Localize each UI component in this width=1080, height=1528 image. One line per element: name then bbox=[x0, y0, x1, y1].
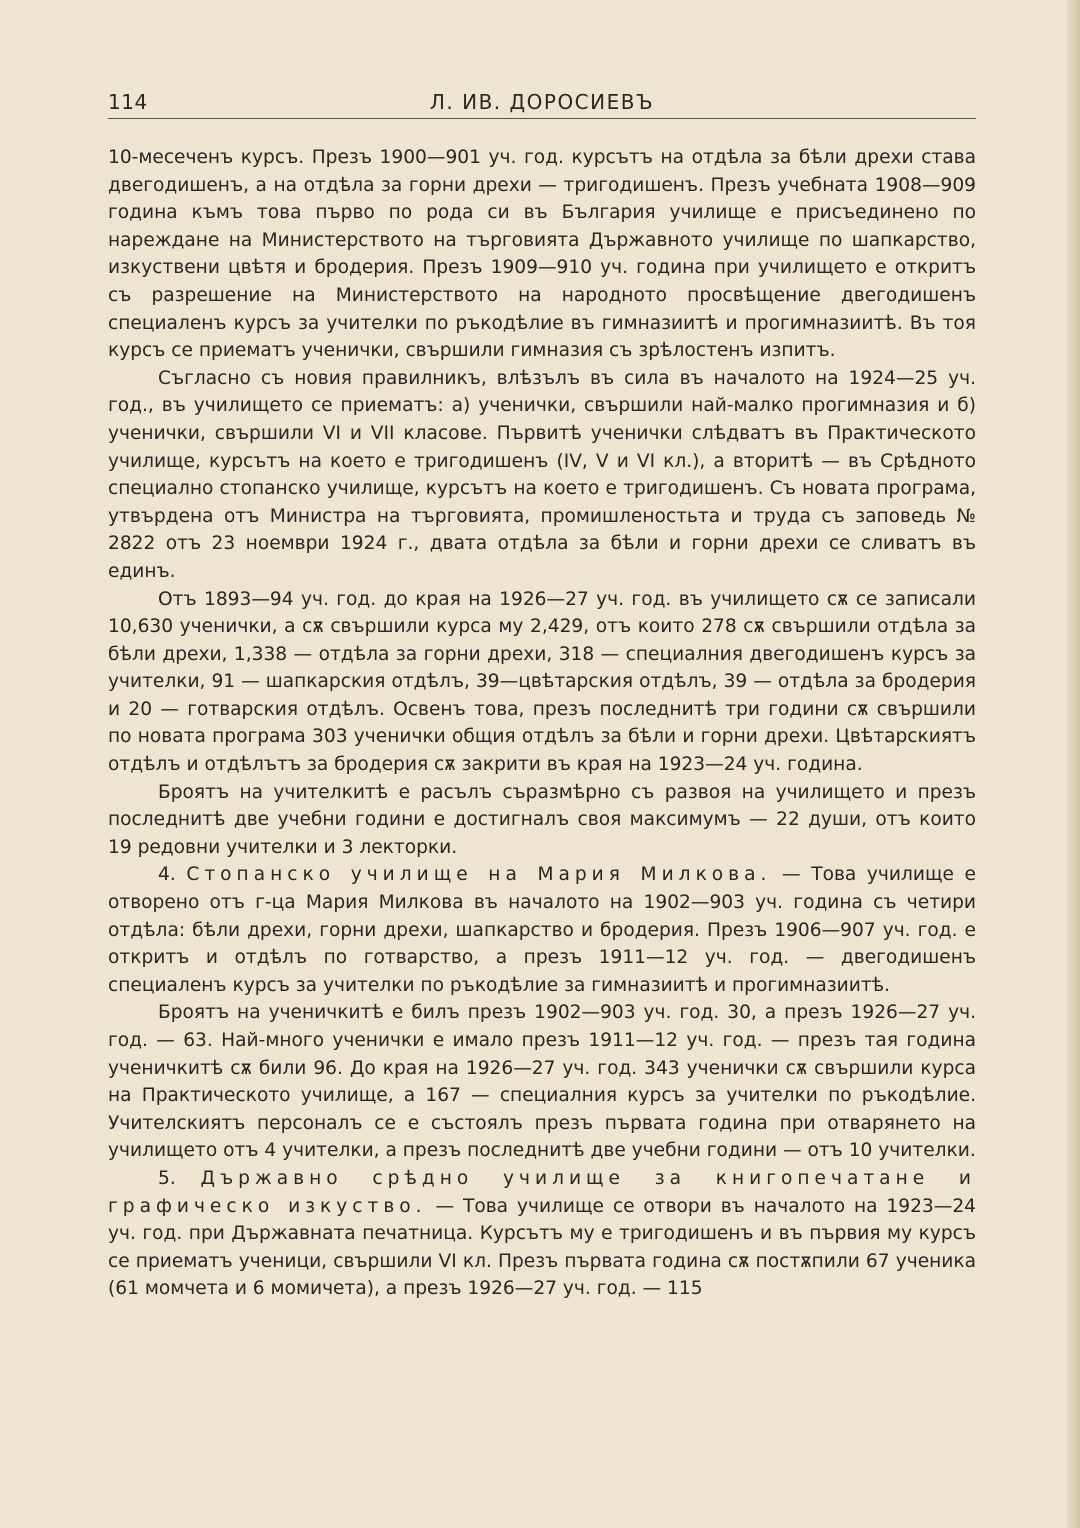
body-text bbox=[108, 144, 976, 1303]
section-5-text: — Това училище се отвори въ началото на 1923—24 уч. год. при Държавната печатница. Курсътъ му е тригодишенъ и въ първия му курсъ се приематъ ученици, свършили VI кл. Презъ първата година сѫ постѫпили 67 ученика (61 момчета и 6 момичета), а презъ 1926—27 уч. год. — 115 bbox=[108, 1195, 976, 1300]
paragraph-3: Отъ 1893—94 уч. год. до края на 1926—27 уч. год. въ училището сѫ се записали 10,630 ученички, а сѫ свършили курса му 2,429, отъ които 278 сѫ свършили отдѣла за бѣли дрехи, 1,338 — отдѣла за горни дрехи, 318 — специалния двегодишенъ курсъ за учителки, 91 — шапкарския отдѣлъ, 39—цвѣтарския отдѣлъ, 39 — отдѣла за бродерия и 20 — готварския отдѣлъ. Освенъ това, презъ последнитѣ три години сѫ свършили по новата програма 303 ученички общия отдѣлъ за бѣли и горни дрехи. Цвѣтарскиятъ отдѣлъ и отдѣлътъ за бродерия сѫ закрити въ края на 1923—24 уч. година. bbox=[108, 588, 976, 776]
paragraph-4: Броятъ на учителкитѣ е расълъ съразмѣрно съ развоя на училището и презъ последнитѣ две учебни години е достигналъ своя максимумъ — 22 души, отъ които 19 редовни учителки и 3 лекторки. bbox=[108, 781, 976, 858]
paragraph-7-section-5 bbox=[108, 1165, 976, 1303]
running-title: Л. ИВ. ДОРОСИЕВЪ bbox=[429, 90, 655, 114]
paragraph-1: 10-месеченъ курсъ. Презъ 1900—901 уч. год. курсътъ на отдѣла за бѣли дрехи става двегодишенъ, а на отдѣла за горни дрехи — тригодишенъ. Презъ учебната 1908—909 година къмъ това първо по рода си въ България училище е присъединено по нареждане на Министерството на търговията Държавното училище по шапкарство, изкуствени цвѣтя и бродерия. Презъ 1909—910 уч. година при училището е откритъ съ разрешение на Министерството на народното просвѣщение двегодишенъ специаленъ курсъ за учителки по ръкодѣлие въ гимназиитѣ и прогимназиитѣ. Въ тоя курсъ се приематъ ученички, свършили гимназия съ зрѣлостенъ изпитъ. bbox=[108, 147, 976, 362]
section-4-heading: Стопанско училище на Мария Милкова. bbox=[186, 864, 772, 886]
page-edge bbox=[1066, 0, 1080, 1528]
section-4-number: 4. bbox=[158, 864, 176, 886]
paragraph-2: Съгласно съ новия правилникъ, влѣзълъ въ сила въ началото на 1924—25 уч. год., въ училището се приематъ: а) ученички, свършили най-малко прогимназия и б) ученички, свършили VI и VII класове. Първитѣ ученички слѣдватъ въ Практическото училище, курсътъ на което е тригодишенъ (IV, V и VI кл.), а втoритѣ — въ Срѣдното специално стопанско училище, курсътъ на което е тригодишенъ. Съ новата програма, утвърдена отъ Министра на търговията, промишленостьта и труда съ заповедь № 2822 отъ 23 ноември 1924 г., двата отдѣла за бѣли и горни дрехи се сливатъ въ единъ. bbox=[108, 367, 976, 582]
paragraph-5-section-4 bbox=[108, 861, 976, 999]
paragraph-6: Броятъ на ученичкитѣ е билъ презъ 1902—903 уч. год. 30, а презъ 1926—27 уч. год. — 63. Най-много ученички е имало презъ 1911—12 уч. год. — презъ тая година ученичкитѣ сѫ били 96. До края на 1926—27 уч. год. 343 ученички сѫ свършили курса на Практическото училище, а 167 — специалния курсъ за учителки по ръкодѣлие. Учителскиятъ персоналъ се е състоялъ презъ първата година при отварянето на училището отъ 4 учителки, а презъ последнитѣ две учебни години — отъ 10 учителки. bbox=[108, 1002, 976, 1162]
section-4-text: — Това училище е отворено отъ г-ца Мария Милкова въ началото на 1902—903 уч. година съ четири отдѣла: бѣли дрехи, горни дрехи, шапкарство и бродерия. Презъ 1906—907 уч. год. е откритъ и отдѣлъ по готварство, а презъ 1911—12 уч. год. — двегодишенъ специаленъ курсъ за учителки по ръкодѣлие за гимназиитѣ и прогимназиитѣ. bbox=[108, 864, 976, 996]
running-head bbox=[108, 88, 976, 119]
section-5-number: 5. bbox=[158, 1167, 176, 1189]
page-number: 114 bbox=[108, 90, 148, 114]
section-5-heading: Държавно срѣдно училище за книгопечатане и графическо изкуство. bbox=[108, 1167, 976, 1217]
